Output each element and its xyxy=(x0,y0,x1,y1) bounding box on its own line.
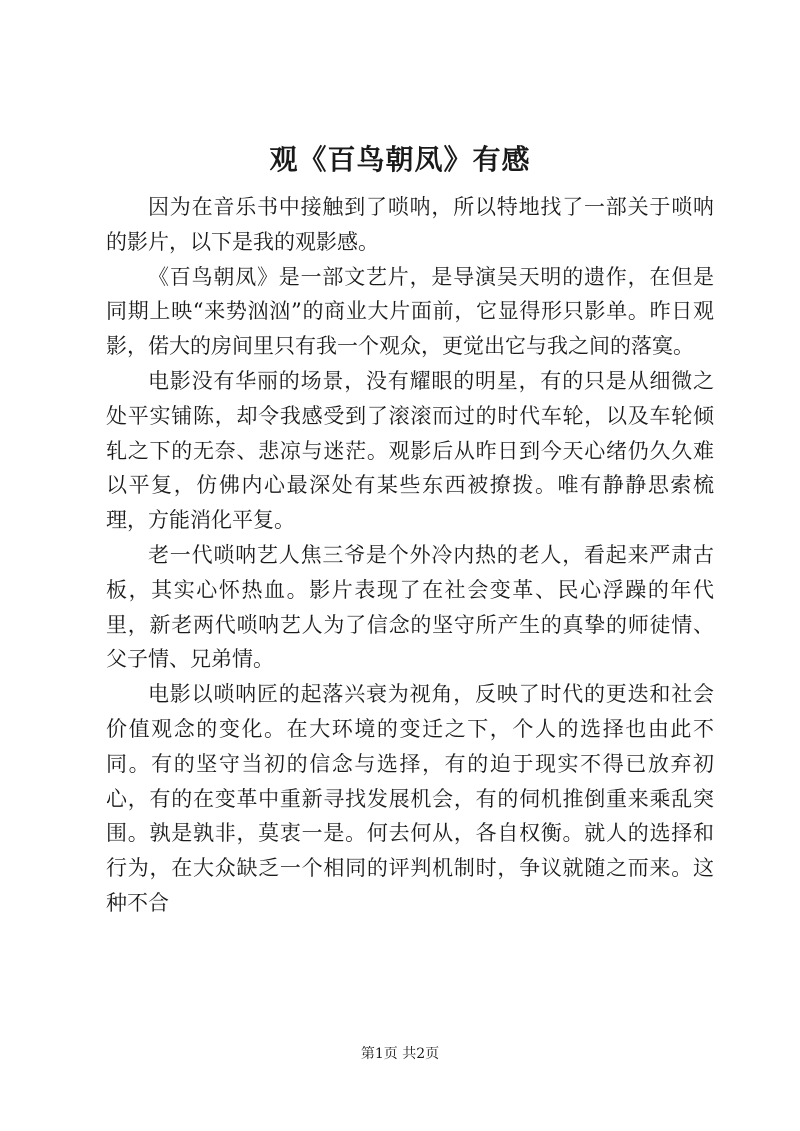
paragraph-4: 老一代唢呐艺人焦三爷是个外冷内热的老人，看起来严肃古板，其实心怀热血。影片表现了在社会变革、民心浮躁的年代里，新老两代唢呐艺人为了信念的坚守所产生的真挚的师徒情、父子情、兄弟情。 xyxy=(106,542,714,672)
document-body xyxy=(106,190,714,921)
paragraph-5: 电影以唢呐匠的起落兴衰为视角，反映了时代的更迭和社会价值观念的变化。在大环境的变迁之下，个人的选择也由此不同。有的坚守当初的信念与选择，有的迫于现实不得已放弃初心，有的在变革中重新寻找发展机会，有的伺机推倒重来乘乱突围。孰是孰非，莫衷一是。何去何从，各自权衡。就人的选择和行为，在大众缺乏一个相同的评判机制时，争议就随之而来。这种不合 xyxy=(106,682,714,915)
paragraph-1: 因为在音乐书中接触到了唢呐，所以特地找了一部关于唢呐的影片，以下是我的观影感。 xyxy=(106,195,714,254)
page-footer: 第1页 共2页 xyxy=(360,1046,440,1062)
paragraph-3: 电影没有华丽的场景，没有耀眼的明星，有的只是从细微之处平实铺陈，却令我感受到了滚滚而过的时代车轮，以及车轮倾轧之下的无奈、悲凉与迷茫。观影后从昨日到今天心绪仍久久难以平复，仿佛内心最深处有某些东西被撩拨。唯有静静思索梳理，方能消化平复。 xyxy=(106,368,714,533)
paragraph-2: 《百鸟朝凤》是一部文艺片，是导演吴天明的遗作，在但是同期上映“来势汹汹”的商业大片面前，它显得形只影单。昨日观影，偌大的房间里只有我一个观众，更觉出它与我之间的落寞。 xyxy=(106,264,714,359)
document-title: 观《百鸟朝凤》有感 xyxy=(269,143,531,176)
